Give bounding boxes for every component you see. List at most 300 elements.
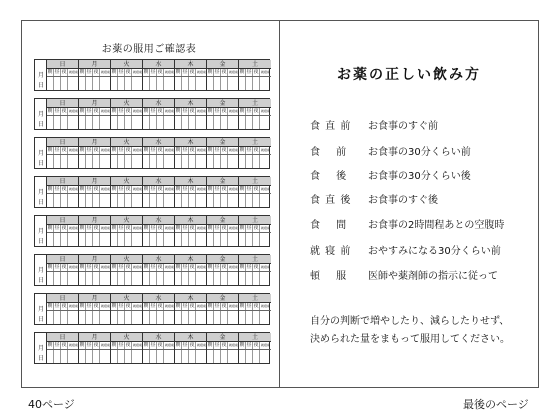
time-slot-label: 夜 <box>253 264 259 270</box>
time-slot-label: 就寝前 <box>100 343 110 347</box>
intake-check-box[interactable] <box>118 155 125 168</box>
week-date-label <box>35 99 47 129</box>
day-column <box>143 333 175 363</box>
intake-check-box[interactable] <box>61 311 68 324</box>
intake-check-box[interactable] <box>182 116 189 129</box>
intake-check-box[interactable] <box>47 194 54 207</box>
intake-check-box[interactable] <box>143 311 150 324</box>
day-column <box>239 294 271 324</box>
check-row <box>79 155 110 168</box>
intake-check-box[interactable] <box>164 194 175 207</box>
intake-check-box[interactable] <box>93 155 100 168</box>
intake-check-box[interactable] <box>132 311 143 324</box>
intake-check-box[interactable] <box>86 194 93 207</box>
intake-check-box[interactable] <box>221 155 228 168</box>
intake-check-box[interactable] <box>68 233 79 246</box>
intake-check-box[interactable] <box>79 155 86 168</box>
intake-check-box[interactable] <box>189 350 196 363</box>
time-slot-label: 朝 <box>47 342 53 348</box>
intake-check-box[interactable] <box>68 155 79 168</box>
intake-check-box[interactable] <box>150 155 157 168</box>
guide-term: 食 直 後 <box>310 195 352 206</box>
time-slot-label: 就寝前 <box>196 226 206 230</box>
intake-check-box[interactable] <box>132 155 143 168</box>
guide-description: お食事の30分くらい後 <box>368 171 471 182</box>
intake-check-box[interactable] <box>196 311 207 324</box>
intake-check-box[interactable] <box>86 155 93 168</box>
intake-check-box[interactable] <box>143 194 150 207</box>
time-slot-label: 就寝前 <box>260 226 270 230</box>
intake-check-box[interactable] <box>125 350 132 363</box>
intake-check-box[interactable] <box>111 233 118 246</box>
intake-check-box[interactable] <box>54 155 61 168</box>
time-slot-label: 朝 <box>111 303 117 309</box>
intake-check-box[interactable] <box>175 311 182 324</box>
intake-check-box[interactable] <box>54 233 61 246</box>
intake-check-box[interactable] <box>79 194 86 207</box>
intake-check-box[interactable] <box>207 350 214 363</box>
intake-check-box[interactable] <box>47 155 54 168</box>
month-label: 月 <box>37 345 44 352</box>
intake-check-box[interactable] <box>164 311 175 324</box>
intake-check-box[interactable] <box>47 350 54 363</box>
intake-check-box[interactable] <box>175 194 182 207</box>
intake-check-box[interactable] <box>93 311 100 324</box>
intake-check-box[interactable] <box>68 311 79 324</box>
intake-check-box[interactable] <box>143 233 150 246</box>
time-slot-label: 夜 <box>221 69 227 75</box>
intake-check-box[interactable] <box>150 272 157 285</box>
intake-check-box[interactable] <box>228 272 239 285</box>
intake-check-box[interactable] <box>239 233 246 246</box>
intake-check-box[interactable] <box>118 194 125 207</box>
time-slot-label: 昼 <box>118 108 124 114</box>
intake-check-box[interactable] <box>150 116 157 129</box>
intake-check-box[interactable] <box>164 350 175 363</box>
intake-check-box[interactable] <box>61 155 68 168</box>
intake-check-box[interactable] <box>175 155 182 168</box>
intake-check-box[interactable] <box>214 233 221 246</box>
intake-check-box[interactable] <box>239 350 246 363</box>
time-slot-label: 就寝前 <box>100 148 110 152</box>
intake-check-box[interactable] <box>54 194 61 207</box>
intake-check-box[interactable] <box>79 77 86 90</box>
intake-check-box[interactable] <box>214 350 221 363</box>
intake-check-box[interactable] <box>143 77 150 90</box>
intake-check-box[interactable] <box>228 116 239 129</box>
intake-check-box[interactable] <box>132 116 143 129</box>
intake-check-box[interactable] <box>125 116 132 129</box>
intake-check-box[interactable] <box>246 272 253 285</box>
intake-check-box[interactable] <box>196 272 207 285</box>
intake-check-box[interactable] <box>111 77 118 90</box>
intake-check-box[interactable] <box>93 77 100 90</box>
intake-check-box[interactable] <box>157 194 164 207</box>
intake-check-box[interactable] <box>111 350 118 363</box>
intake-check-box[interactable] <box>79 311 86 324</box>
check-row <box>175 194 206 207</box>
intake-check-box[interactable] <box>189 311 196 324</box>
intake-check-box[interactable] <box>246 233 253 246</box>
time-slot-label: 夜 <box>189 225 195 231</box>
intake-check-box[interactable] <box>157 272 164 285</box>
intake-check-box[interactable] <box>175 233 182 246</box>
intake-check-box[interactable] <box>164 77 175 90</box>
intake-check-box[interactable] <box>221 77 228 90</box>
time-slot-label: 夜 <box>253 69 259 75</box>
intake-check-box[interactable] <box>54 77 61 90</box>
weekday-header: 金 <box>207 216 238 225</box>
time-slot-label: 就寝前 <box>68 148 78 152</box>
intake-check-box[interactable] <box>214 77 221 90</box>
intake-check-box[interactable] <box>196 77 207 90</box>
time-slot-label: 夜 <box>93 108 99 114</box>
intake-check-box[interactable] <box>221 194 228 207</box>
intake-check-box[interactable] <box>47 311 54 324</box>
time-slot-label: 昼 <box>182 186 188 192</box>
intake-check-box[interactable] <box>207 272 214 285</box>
intake-check-box[interactable] <box>86 311 93 324</box>
intake-check-box[interactable] <box>86 233 93 246</box>
intake-check-box[interactable] <box>175 116 182 129</box>
time-slot-row <box>143 108 174 116</box>
intake-check-box[interactable] <box>228 233 239 246</box>
intake-check-box[interactable] <box>118 77 125 90</box>
intake-check-box[interactable] <box>239 311 246 324</box>
intake-check-box[interactable] <box>157 116 164 129</box>
intake-check-box[interactable] <box>253 272 260 285</box>
intake-check-box[interactable] <box>93 350 100 363</box>
time-slot-label: 昼 <box>150 264 156 270</box>
day-column <box>111 255 143 285</box>
day-column <box>175 60 207 90</box>
guide-term: 食 後 <box>310 171 348 182</box>
intake-check-box[interactable] <box>100 116 111 129</box>
intake-check-box[interactable] <box>175 272 182 285</box>
time-slot-label: 朝 <box>143 147 149 153</box>
intake-check-box[interactable] <box>164 116 175 129</box>
intake-check-box[interactable] <box>189 155 196 168</box>
intake-check-box[interactable] <box>68 116 79 129</box>
intake-check-box[interactable] <box>93 272 100 285</box>
intake-check-box[interactable] <box>100 155 111 168</box>
intake-check-box[interactable] <box>68 272 79 285</box>
intake-check-box[interactable] <box>182 272 189 285</box>
intake-check-box[interactable] <box>47 116 54 129</box>
intake-check-box[interactable] <box>157 77 164 90</box>
intake-check-box[interactable] <box>164 233 175 246</box>
intake-check-box[interactable] <box>228 350 239 363</box>
intake-check-box[interactable] <box>118 350 125 363</box>
intake-check-box[interactable] <box>246 350 253 363</box>
intake-check-box[interactable] <box>189 77 196 90</box>
intake-check-box[interactable] <box>196 194 207 207</box>
intake-check-box[interactable] <box>79 350 86 363</box>
intake-check-box[interactable] <box>68 77 79 90</box>
time-slot-row <box>207 225 238 233</box>
intake-check-box[interactable] <box>260 155 271 168</box>
intake-check-box[interactable] <box>100 233 111 246</box>
intake-check-box[interactable] <box>260 194 271 207</box>
intake-check-box[interactable] <box>228 77 239 90</box>
time-slot-label: 昼 <box>118 225 124 231</box>
intake-check-box[interactable] <box>111 194 118 207</box>
intake-check-box[interactable] <box>246 194 253 207</box>
intake-check-box[interactable] <box>228 155 239 168</box>
intake-check-box[interactable] <box>221 233 228 246</box>
time-slot-label: 昼 <box>150 147 156 153</box>
intake-check-box[interactable] <box>125 311 132 324</box>
intake-check-box[interactable] <box>164 155 175 168</box>
note-line: 自分の判断で増やしたり、減らしたりせず、 <box>310 316 510 327</box>
intake-check-box[interactable] <box>93 233 100 246</box>
intake-check-box[interactable] <box>100 350 111 363</box>
intake-check-box[interactable] <box>150 311 157 324</box>
intake-check-box[interactable] <box>47 272 54 285</box>
intake-check-box[interactable] <box>246 77 253 90</box>
weekday-header: 金 <box>207 177 238 186</box>
time-slot-label: 夜 <box>125 225 131 231</box>
intake-check-box[interactable] <box>260 116 271 129</box>
time-slot-label: 朝 <box>175 186 181 192</box>
time-slot-row <box>79 108 110 116</box>
check-row <box>175 272 206 285</box>
intake-check-box[interactable] <box>54 272 61 285</box>
time-slot-label: 昼 <box>246 303 252 309</box>
intake-check-box[interactable] <box>86 350 93 363</box>
intake-check-box[interactable] <box>164 272 175 285</box>
intake-check-box[interactable] <box>182 233 189 246</box>
intake-check-box[interactable] <box>68 350 79 363</box>
intake-check-box[interactable] <box>68 194 79 207</box>
intake-check-box[interactable] <box>54 311 61 324</box>
time-slot-label: 昼 <box>182 69 188 75</box>
check-row <box>79 233 110 246</box>
intake-check-box[interactable] <box>182 194 189 207</box>
intake-check-box[interactable] <box>182 350 189 363</box>
intake-check-box[interactable] <box>253 116 260 129</box>
intake-check-box[interactable] <box>150 233 157 246</box>
intake-check-box[interactable] <box>253 155 260 168</box>
day-column <box>111 177 143 207</box>
intake-check-box[interactable] <box>228 194 239 207</box>
intake-check-box[interactable] <box>150 77 157 90</box>
month-label: 月 <box>37 189 44 196</box>
intake-check-box[interactable] <box>125 77 132 90</box>
intake-check-box[interactable] <box>214 155 221 168</box>
check-row <box>207 272 238 285</box>
intake-check-box[interactable] <box>196 155 207 168</box>
intake-check-box[interactable] <box>143 350 150 363</box>
intake-check-box[interactable] <box>93 116 100 129</box>
intake-check-box[interactable] <box>189 272 196 285</box>
intake-check-box[interactable] <box>86 272 93 285</box>
intake-check-box[interactable] <box>207 77 214 90</box>
intake-check-box[interactable] <box>157 311 164 324</box>
intake-check-box[interactable] <box>125 194 132 207</box>
intake-check-box[interactable] <box>182 155 189 168</box>
intake-check-box[interactable] <box>260 233 271 246</box>
intake-check-box[interactable] <box>214 272 221 285</box>
intake-check-box[interactable] <box>182 77 189 90</box>
intake-check-box[interactable] <box>175 77 182 90</box>
intake-check-box[interactable] <box>207 194 214 207</box>
intake-check-box[interactable] <box>132 77 143 90</box>
time-slot-label: 昼 <box>182 342 188 348</box>
intake-check-box[interactable] <box>54 116 61 129</box>
intake-check-box[interactable] <box>143 155 150 168</box>
time-slot-row <box>111 186 142 194</box>
intake-check-box[interactable] <box>132 350 143 363</box>
time-slot-label: 朝 <box>79 225 85 231</box>
intake-check-box[interactable] <box>214 194 221 207</box>
intake-check-box[interactable] <box>246 116 253 129</box>
intake-check-box[interactable] <box>100 272 111 285</box>
intake-check-box[interactable] <box>253 77 260 90</box>
intake-check-box[interactable] <box>61 77 68 90</box>
check-row <box>207 194 238 207</box>
intake-check-box[interactable] <box>150 350 157 363</box>
intake-check-box[interactable] <box>150 194 157 207</box>
intake-check-box[interactable] <box>253 233 260 246</box>
intake-check-box[interactable] <box>61 116 68 129</box>
intake-check-box[interactable] <box>93 194 100 207</box>
intake-check-box[interactable] <box>157 350 164 363</box>
intake-check-box[interactable] <box>239 272 246 285</box>
time-slot-row <box>111 69 142 77</box>
intake-check-box[interactable] <box>175 350 182 363</box>
intake-check-box[interactable] <box>253 311 260 324</box>
intake-check-box[interactable] <box>79 116 86 129</box>
intake-check-box[interactable] <box>100 311 111 324</box>
time-slot-row <box>239 186 271 194</box>
intake-check-box[interactable] <box>260 272 271 285</box>
day-column <box>175 99 207 129</box>
intake-check-box[interactable] <box>239 77 246 90</box>
intake-check-box[interactable] <box>221 311 228 324</box>
intake-check-box[interactable] <box>246 311 253 324</box>
check-row <box>79 350 110 363</box>
day-column <box>47 333 79 363</box>
intake-check-box[interactable] <box>207 116 214 129</box>
time-slot-label: 朝 <box>143 108 149 114</box>
intake-check-box[interactable] <box>125 233 132 246</box>
guide-term: 食 間 <box>310 220 348 231</box>
intake-check-box[interactable] <box>86 77 93 90</box>
intake-check-box[interactable] <box>86 116 93 129</box>
time-slot-row <box>207 264 238 272</box>
intake-check-box[interactable] <box>132 233 143 246</box>
check-row <box>207 77 238 90</box>
check-row <box>47 77 78 90</box>
day-column <box>239 177 271 207</box>
intake-check-box[interactable] <box>111 116 118 129</box>
weekday-header: 木 <box>175 138 206 147</box>
time-slot-label: 夜 <box>61 264 67 270</box>
intake-check-box[interactable] <box>207 311 214 324</box>
intake-check-box[interactable] <box>260 311 271 324</box>
intake-check-box[interactable] <box>260 77 271 90</box>
intake-check-box[interactable] <box>132 272 143 285</box>
intake-check-box[interactable] <box>260 350 271 363</box>
intake-check-box[interactable] <box>100 194 111 207</box>
page-number-left: 40ページ <box>28 398 75 411</box>
time-slot-row <box>47 108 78 116</box>
week-block <box>34 293 270 325</box>
intake-check-box[interactable] <box>189 233 196 246</box>
intake-check-box[interactable] <box>221 350 228 363</box>
time-slot-row <box>143 69 174 77</box>
time-slot-label: 昼 <box>118 186 124 192</box>
time-slot-label: 就寝前 <box>132 226 142 230</box>
intake-check-box[interactable] <box>253 350 260 363</box>
intake-check-box[interactable] <box>157 233 164 246</box>
intake-check-box[interactable] <box>239 155 246 168</box>
intake-check-box[interactable] <box>47 77 54 90</box>
intake-check-box[interactable] <box>47 233 54 246</box>
intake-check-box[interactable] <box>54 350 61 363</box>
intake-check-box[interactable] <box>118 233 125 246</box>
intake-check-box[interactable] <box>228 311 239 324</box>
time-slot-label: 昼 <box>86 342 92 348</box>
intake-check-box[interactable] <box>79 272 86 285</box>
intake-check-box[interactable] <box>189 116 196 129</box>
month-label: 月 <box>37 150 44 157</box>
intake-check-box[interactable] <box>79 233 86 246</box>
intake-check-box[interactable] <box>143 116 150 129</box>
intake-check-box[interactable] <box>189 194 196 207</box>
time-slot-row <box>239 69 271 77</box>
intake-check-box[interactable] <box>61 272 68 285</box>
intake-check-box[interactable] <box>125 272 132 285</box>
day-column <box>143 255 175 285</box>
time-slot-label: 昼 <box>214 108 220 114</box>
intake-check-box[interactable] <box>196 233 207 246</box>
intake-check-box[interactable] <box>196 116 207 129</box>
weekday-header: 火 <box>111 177 142 186</box>
time-slot-label: 夜 <box>157 264 163 270</box>
intake-check-box[interactable] <box>132 194 143 207</box>
intake-check-box[interactable] <box>125 155 132 168</box>
intake-check-box[interactable] <box>111 155 118 168</box>
intake-check-box[interactable] <box>221 272 228 285</box>
intake-check-box[interactable] <box>118 272 125 285</box>
intake-check-box[interactable] <box>61 233 68 246</box>
intake-check-box[interactable] <box>239 194 246 207</box>
intake-check-box[interactable] <box>214 116 221 129</box>
intake-check-box[interactable] <box>221 116 228 129</box>
intake-check-box[interactable] <box>239 116 246 129</box>
intake-check-box[interactable] <box>118 116 125 129</box>
intake-check-box[interactable] <box>143 272 150 285</box>
intake-check-box[interactable] <box>61 350 68 363</box>
intake-check-box[interactable] <box>61 194 68 207</box>
intake-check-box[interactable] <box>207 233 214 246</box>
intake-check-box[interactable] <box>246 155 253 168</box>
intake-check-box[interactable] <box>253 194 260 207</box>
intake-check-box[interactable] <box>100 77 111 90</box>
intake-check-box[interactable] <box>157 155 164 168</box>
intake-check-box[interactable] <box>111 311 118 324</box>
intake-check-box[interactable] <box>196 350 207 363</box>
intake-check-box[interactable] <box>111 272 118 285</box>
intake-check-box[interactable] <box>214 311 221 324</box>
intake-check-box[interactable] <box>118 311 125 324</box>
time-slot-label: 夜 <box>157 69 163 75</box>
intake-check-box[interactable] <box>207 155 214 168</box>
intake-check-box[interactable] <box>182 311 189 324</box>
time-slot-label: 夜 <box>253 147 259 153</box>
